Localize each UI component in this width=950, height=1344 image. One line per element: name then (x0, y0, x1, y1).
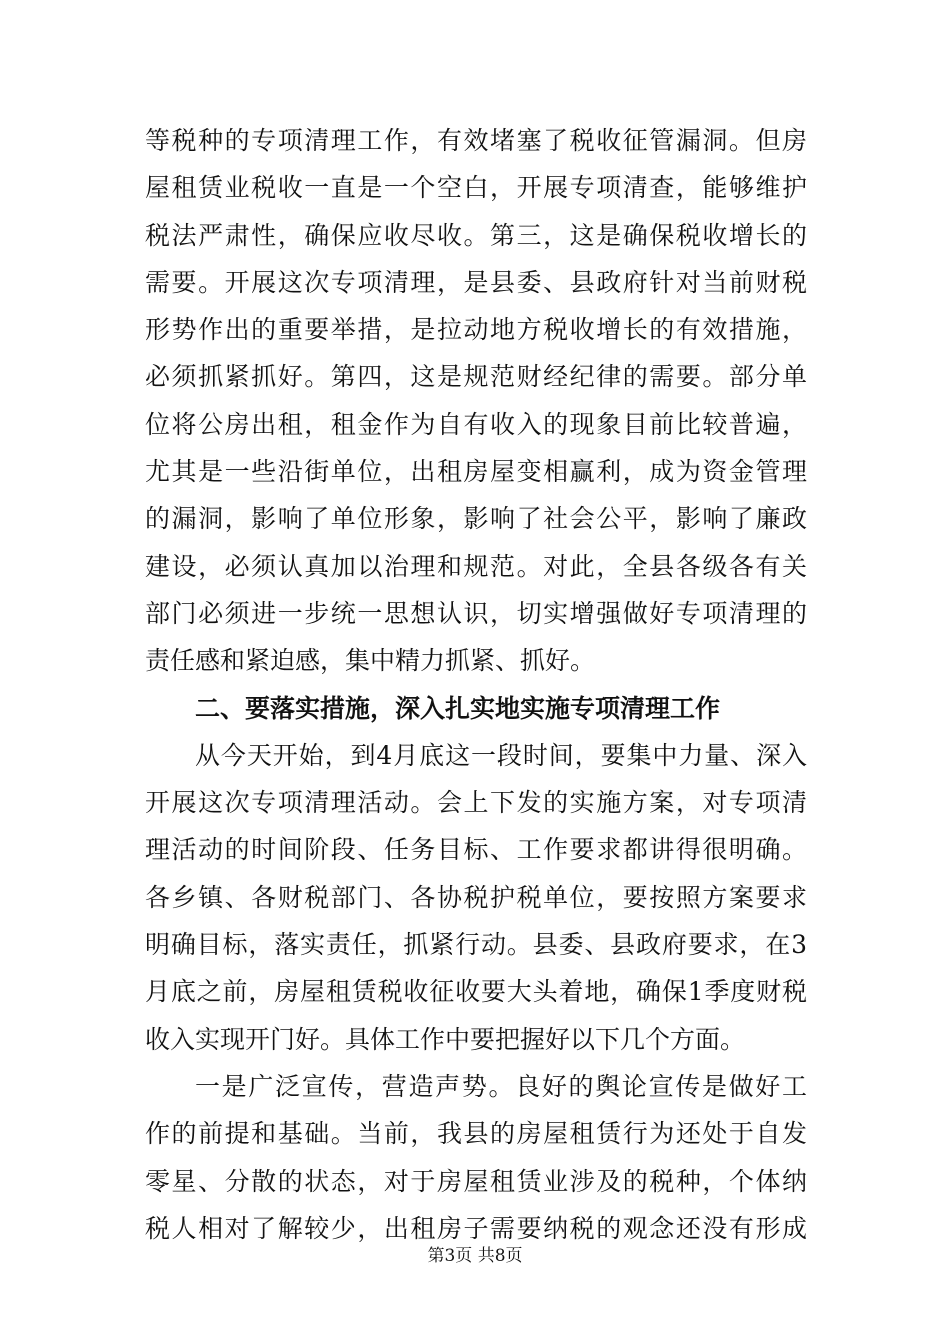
paragraph-line: 责任感和紧迫感，集中精力抓紧、抓好。 (145, 646, 596, 676)
paragraph-line: 位将公房出租，租金作为自有收入的现象目前比较普遍， (145, 409, 807, 439)
paragraph-line: 理活动的时间阶段、任务目标、工作要求都讲得很明确。 (145, 835, 807, 865)
paragraph-line: 明确目标，落实责任，抓紧行动。县委、县政府要求，在3 (145, 930, 807, 960)
paragraph-line: 等税种的专项清理工作，有效堵塞了税收征管漏洞。但房 (145, 126, 807, 155)
paragraph-line: 部门必须进一步统一思想认识，切实增强做好专项清理的 (145, 598, 807, 628)
paragraph-line: 尤其是一些沿街单位，出租房屋变相赢利，成为资金管理 (145, 457, 807, 487)
paragraph-line: 收入实现开门好。具体工作中要把握好以下几个方面。 (145, 1024, 746, 1054)
paragraph-line: 需要。开展这次专项清理，是县委、县政府针对当前财税 (145, 267, 807, 297)
paragraph-line: 作的前提和基础。当前，我县的房屋租赁行为还处于自发 (145, 1119, 807, 1149)
paragraph-line: 税法严肃性，确保应收尽收。第三，这是确保税收增长的 (145, 220, 807, 250)
paragraph-line: 屋租赁业税收一直是一个空白，开展专项清查，能够维护 (145, 173, 807, 203)
body-text (145, 117, 807, 1252)
paragraph-line: 必须抓紧抓好。第四，这是规范财经纪律的需要。部分单 (145, 362, 807, 392)
paragraph-line: 一是广泛宣传，营造声势。良好的舆论宣传是做好工 (195, 1071, 807, 1101)
paragraph-line: 税人相对了解较少，出租房子需要纳税的观念还没有形成 (145, 1213, 807, 1243)
paragraph-line: 月底之前，房屋租赁税收征收要大头着地，确保1季度财税 (145, 977, 807, 1007)
paragraph-line: 开展这次专项清理活动。会上下发的实施方案，对专项清 (145, 788, 807, 818)
section-heading: 二、要落实措施，深入扎实地实施专项清理工作 (195, 693, 721, 723)
page-footer: 第3页 共8页 (427, 1246, 523, 1266)
paragraph-line: 零星、分散的状态，对于房屋租赁业涉及的税种，个体纳 (145, 1166, 807, 1196)
paragraph-line: 的漏洞，影响了单位形象，影响了社会公平，影响了廉政 (145, 504, 807, 534)
paragraph-line: 从今天开始，到4月底这一段时间，要集中力量、深入 (195, 740, 807, 770)
paragraph-line: 各乡镇、各财税部门、各协税护税单位，要按照方案要求 (145, 882, 807, 912)
paragraph-line: 建设，必须认真加以治理和规范。对此，全县各级各有关 (145, 551, 807, 581)
paragraph-line: 形势作出的重要举措，是拉动地方税收增长的有效措施， (145, 315, 807, 345)
